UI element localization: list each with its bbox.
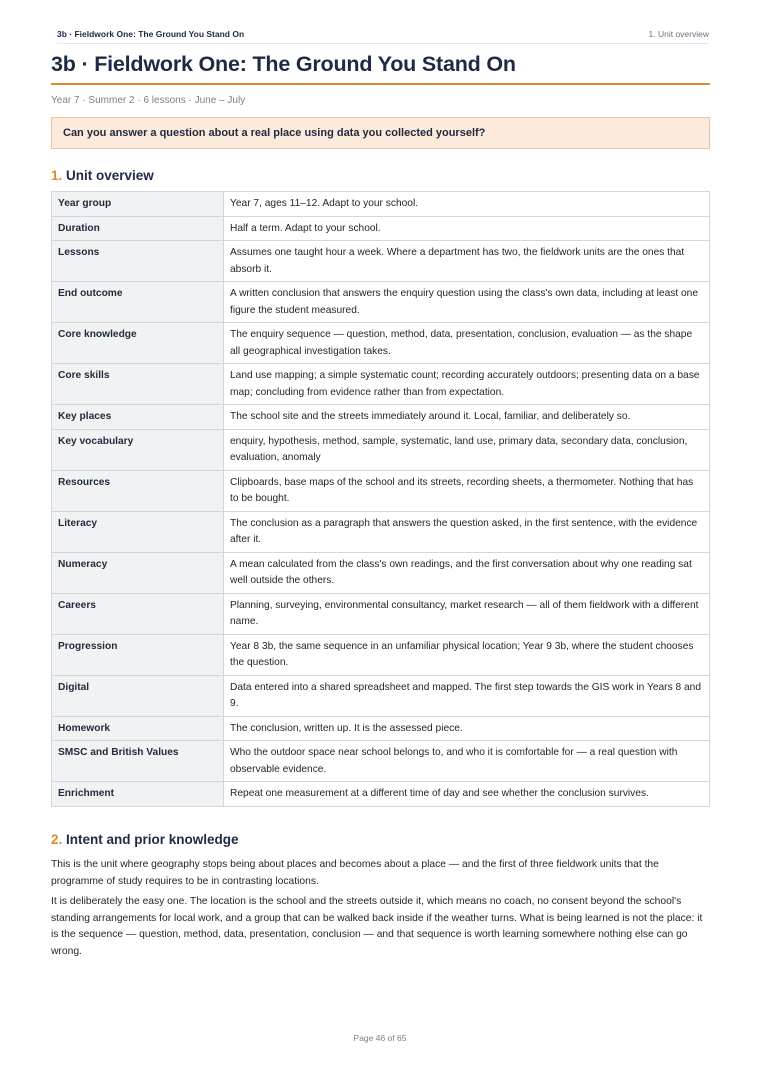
- row-label: SMSC and British Values: [52, 741, 224, 782]
- table-row: [52, 405, 710, 430]
- row-value: Year 8 3b, the same sequence in an unfamiliar physical location; Year 9 3b, where the student chooses the question.: [224, 634, 710, 675]
- row-value: Who the outdoor space near school belongs to, and who it is comfortable for — a real question with observable evidence.: [224, 741, 710, 782]
- row-label: Key vocabulary: [52, 429, 224, 470]
- section-heading-intent: [51, 832, 239, 847]
- section-heading-unit-overview: [51, 168, 154, 183]
- unit-meta: Year 7 · Summer 2 · 6 lessons · June – July: [51, 95, 246, 106]
- table-row: [52, 593, 710, 634]
- table-row: [52, 782, 710, 807]
- intent-paragraph-2: It is deliberately the easy one. The location is the school and the streets outside it, which means no coach, no consent beyond the school's standing arrangements for local work, and a group that can be walked back inside if the weather turns. What is being learned is not the place: it is the sequence — question, method, data, presentation, conclusion — and that sequence is worth learning somewhere nothing else can go wrong.: [51, 896, 703, 957]
- running-header-section: 1. Unit overview: [648, 29, 709, 39]
- table-row: [52, 241, 710, 282]
- row-value: The school site and the streets immediately around it. Local, familiar, and deliberately so.: [224, 405, 710, 430]
- row-label: Lessons: [52, 241, 224, 282]
- row-label: Enrichment: [52, 782, 224, 807]
- row-label: Year group: [52, 192, 224, 217]
- table-row: [52, 364, 710, 405]
- table-row: [52, 429, 710, 470]
- section-title: Intent and prior knowledge: [66, 832, 239, 847]
- row-value: Half a term. Adapt to your school.: [224, 216, 710, 241]
- unit-overview-table: [51, 191, 710, 807]
- section-number: 1.: [51, 168, 63, 183]
- row-value: Year 7, ages 11–12. Adapt to your school.: [224, 192, 710, 217]
- row-value: The conclusion as a paragraph that answers the question asked, in the first sentence, with the evidence after it.: [224, 511, 710, 552]
- row-value: Clipboards, base maps of the school and its streets, recording sheets, a thermometer. Nothing that has to be bought.: [224, 470, 710, 511]
- table-row: [52, 323, 710, 364]
- table-row: [52, 552, 710, 593]
- row-value: Data entered into a shared spreadsheet and mapped. The first step towards the GIS work in Years 8 and 9.: [224, 675, 710, 716]
- row-label: Key places: [52, 405, 224, 430]
- row-label: Numeracy: [52, 552, 224, 593]
- enquiry-question-callout: Can you answer a question about a real place using data you collected yourself?: [51, 117, 710, 149]
- row-value: Assumes one taught hour a week. Where a department has two, the fieldwork units are the ones that absorb it.: [224, 241, 710, 282]
- row-label: End outcome: [52, 282, 224, 323]
- row-value: The conclusion, written up. It is the assessed piece.: [224, 716, 710, 741]
- row-value: enquiry, hypothesis, method, sample, systematic, land use, primary data, secondary data, conclusion, evaluation, anomaly: [224, 429, 710, 470]
- row-value: Land use mapping; a simple systematic count; recording accurately outdoors; presenting data on a base map; concluding from evidence rather than from expectation.: [224, 364, 710, 405]
- row-label: Resources: [52, 470, 224, 511]
- table-row: [52, 634, 710, 675]
- intent-paragraph-1: This is the unit where geography stops being about places and becomes about a place — and the first of three fieldwork units that the programme of study requires to be in contrasting locations.: [51, 859, 659, 887]
- table-row: [52, 216, 710, 241]
- table-row: [52, 192, 710, 217]
- row-label: Careers: [52, 593, 224, 634]
- row-label: Literacy: [52, 511, 224, 552]
- table-row: [52, 282, 710, 323]
- row-label: Core skills: [52, 364, 224, 405]
- section-title: Unit overview: [66, 168, 154, 183]
- row-value: A written conclusion that answers the enquiry question using the class's own data, including at least one figure the student measured.: [224, 282, 710, 323]
- row-value: A mean calculated from the class's own readings, and the first conversation about why one reading sat well outside the others.: [224, 552, 710, 593]
- running-header: [57, 29, 709, 44]
- table-row: [52, 741, 710, 782]
- row-value: Planning, surveying, environmental consultancy, market research — all of them fieldwork with a different name.: [224, 593, 710, 634]
- page-number-footer: Page 46 of 65: [353, 1033, 407, 1043]
- row-label: Progression: [52, 634, 224, 675]
- row-label: Core knowledge: [52, 323, 224, 364]
- row-label: Homework: [52, 716, 224, 741]
- page-title: 3b · Fieldwork One: The Ground You Stand On: [51, 52, 710, 85]
- running-header-title: 3b · Fieldwork One: The Ground You Stand On: [57, 29, 245, 39]
- table-row: [52, 511, 710, 552]
- table-row: [52, 716, 710, 741]
- row-label: Duration: [52, 216, 224, 241]
- table-row: [52, 470, 710, 511]
- row-value: The enquiry sequence — question, method, data, presentation, conclusion, evaluation — as the shape all geographical investigation takes.: [224, 323, 710, 364]
- section-number: 2.: [51, 832, 63, 847]
- row-value: Repeat one measurement at a different time of day and see whether the conclusion survives.: [224, 782, 710, 807]
- table-row: [52, 675, 710, 716]
- row-label: Digital: [52, 675, 224, 716]
